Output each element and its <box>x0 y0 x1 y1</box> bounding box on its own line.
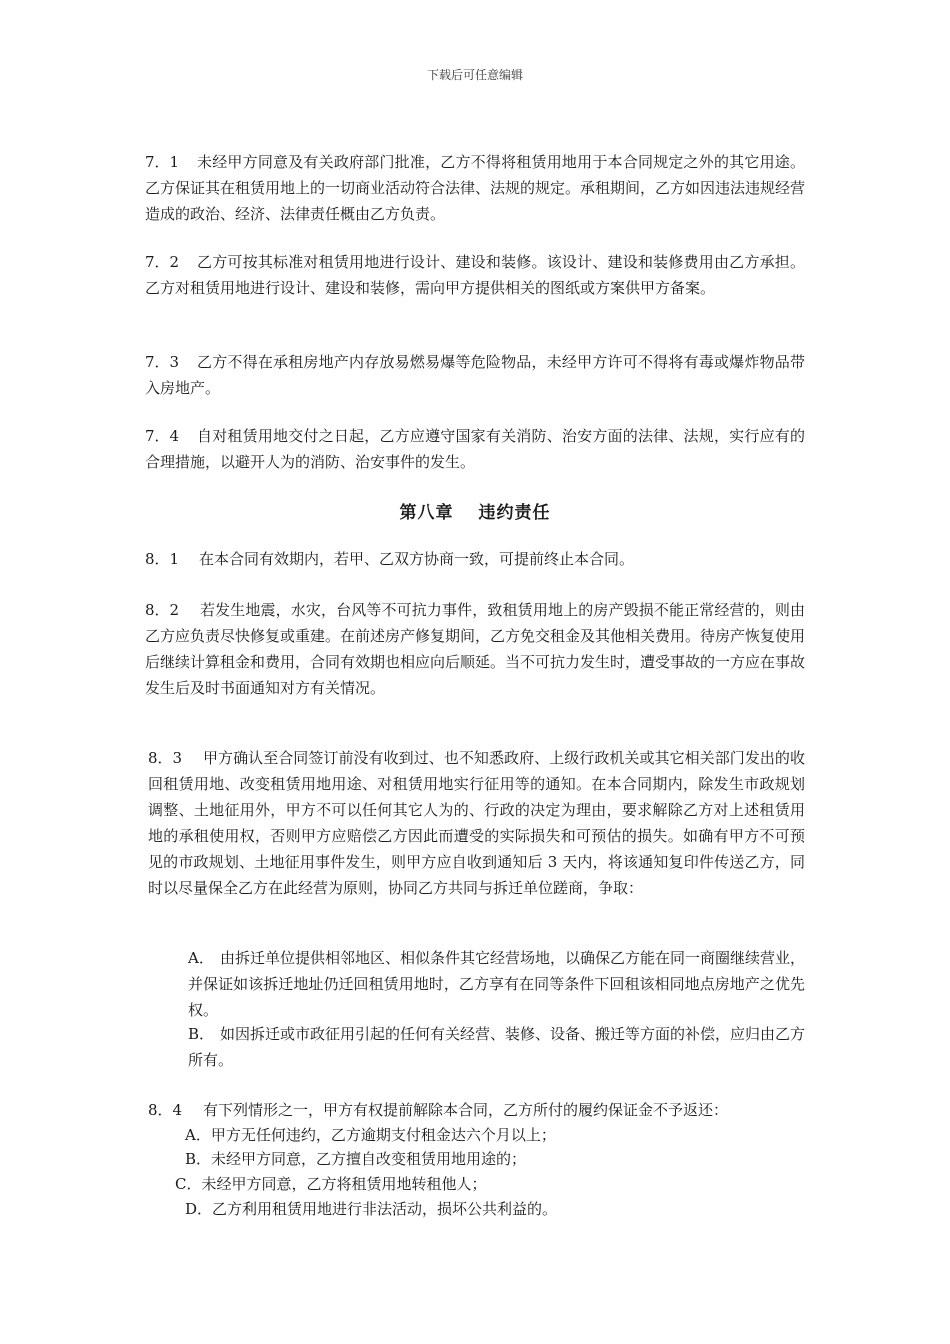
clause-text: 未经甲方同意及有关政府部门批准，乙方不得将租赁用地用于本合同规定之外的其它用途。乙方保证其在租赁用地上的一切商业活动符合法律、法规的规定。承租期间，乙方如因违法违规经营造成的政治、经济、法律责任概由乙方负责。 <box>145 153 806 223</box>
clause-text: 有下列情形之一，甲方有权提前解除本合同，乙方所付的履约保证金不予返还： <box>203 1101 729 1119</box>
clause-7-4 <box>145 423 805 475</box>
item-text: 由拆迁单位提供相邻地区、相似条件其它经营场地，以确保乙方能在同一商圈继续营业，并保证如该拆迁地址仍迁回租赁用地时，乙方享有在同等条件下回租该相同地点房地产之优先权。 <box>188 949 806 1019</box>
item-text: 如因拆迁或市政征用引起的任何有关经营、装修、设备、搬迁等方面的补偿，应归由乙方所有。 <box>188 1025 806 1069</box>
clause-8-3-item-a <box>188 945 805 1023</box>
clause-7-1 <box>145 149 805 227</box>
clause-number: 7．4 <box>145 427 180 445</box>
clause-8-4-item-c: C．未经甲方同意，乙方将租赁用地转租他人； <box>175 1175 487 1193</box>
clause-8-3 <box>148 745 805 901</box>
clause-8-4-item-d: D．乙方利用租赁用地进行非法活动，损坏公共利益的。 <box>185 1200 558 1218</box>
clause-text: 自对租赁用地交付之日起，乙方应遵守国家有关消防、治安方面的法律、法规，实行应有的合理措施，以避开人为的消防、治安事件的发生。 <box>145 427 805 471</box>
clause-text: 乙方可按其标准对租赁用地进行设计、建设和装修。该设计、建设和装修费用由乙方承担。乙方对租赁用地进行设计、建设和装修，需向甲方提供相关的图纸或方案供甲方备案。 <box>145 253 805 297</box>
clause-number: 8．4 <box>148 1101 183 1119</box>
page-header-note: 下载后可任意编辑 <box>426 68 523 82</box>
clause-number: 8．2 <box>145 601 180 619</box>
clause-number: 7．2 <box>145 253 180 271</box>
clause-8-3-item-b <box>188 1021 805 1073</box>
clause-text: 在本合同有效期内，若甲、乙双方协商一致，可提前终止本合同。 <box>199 550 635 568</box>
clause-text: 若发生地震，水灾，台风等不可抗力事件，致租赁用地上的房产毁损不能正常经营的，则由乙方应负责尽快修复或重建。在前述房产修复期间，乙方免交租金及其他相关费用。待房产恢复使用后继续计算租金和费用，合同有效期也相应向后顺延。当不可抗力发生时，遭受事故的一方应在事故发生后及时书面通知对方有关情况。 <box>145 601 806 697</box>
clause-number: 8．3 <box>148 749 183 767</box>
clause-number: 7．3 <box>145 353 180 371</box>
clause-number: 8．1 <box>145 550 180 568</box>
clause-8-1 <box>145 546 805 572</box>
clause-7-3 <box>145 349 805 401</box>
item-label: A． <box>188 949 214 967</box>
clause-number: 7．1 <box>145 153 180 171</box>
chapter-title: 第八章 违约责任 <box>399 503 551 523</box>
clause-text: 甲方确认至合同签订前没有收到过、也不知悉政府、上级行政机关或其它相关部门发出的收回租赁用地、改变租赁用地用途、对租赁用地实行征用等的通知。在本合同期内，除发生市政规划调整、土地征用外，甲方不可以任何其它人为的、行政的决定为理由，要求解除乙方对上述租赁用地的承租使用权，否则甲方应赔偿乙方因此而遭受的实际损失和可预估的损失。如确有甲方不可预见的市政规划、土地征用事件发生，则甲方应自收到通知后 3 天内，将该通知复印件传送乙方，同时以尽量保全乙方在此经营为原则，协同乙方共同与拆迁单位蹉商，争取： <box>148 749 805 897</box>
clause-8-2 <box>145 597 805 701</box>
clause-8-4-item-b: B．未经甲方同意，乙方擅自改变租赁用地用途的； <box>185 1150 527 1168</box>
item-label: B． <box>188 1025 215 1043</box>
clause-text: 乙方不得在承租房地产内存放易燃易爆等危险物品，未经甲方许可不得将有毒或爆炸物品带入房地产。 <box>145 353 805 397</box>
clause-8-4-item-a: A．甲方无任何违约，乙方逾期支付租金达六个月以上； <box>185 1126 556 1144</box>
clause-7-2 <box>145 249 805 301</box>
clause-8-4 <box>148 1097 805 1123</box>
